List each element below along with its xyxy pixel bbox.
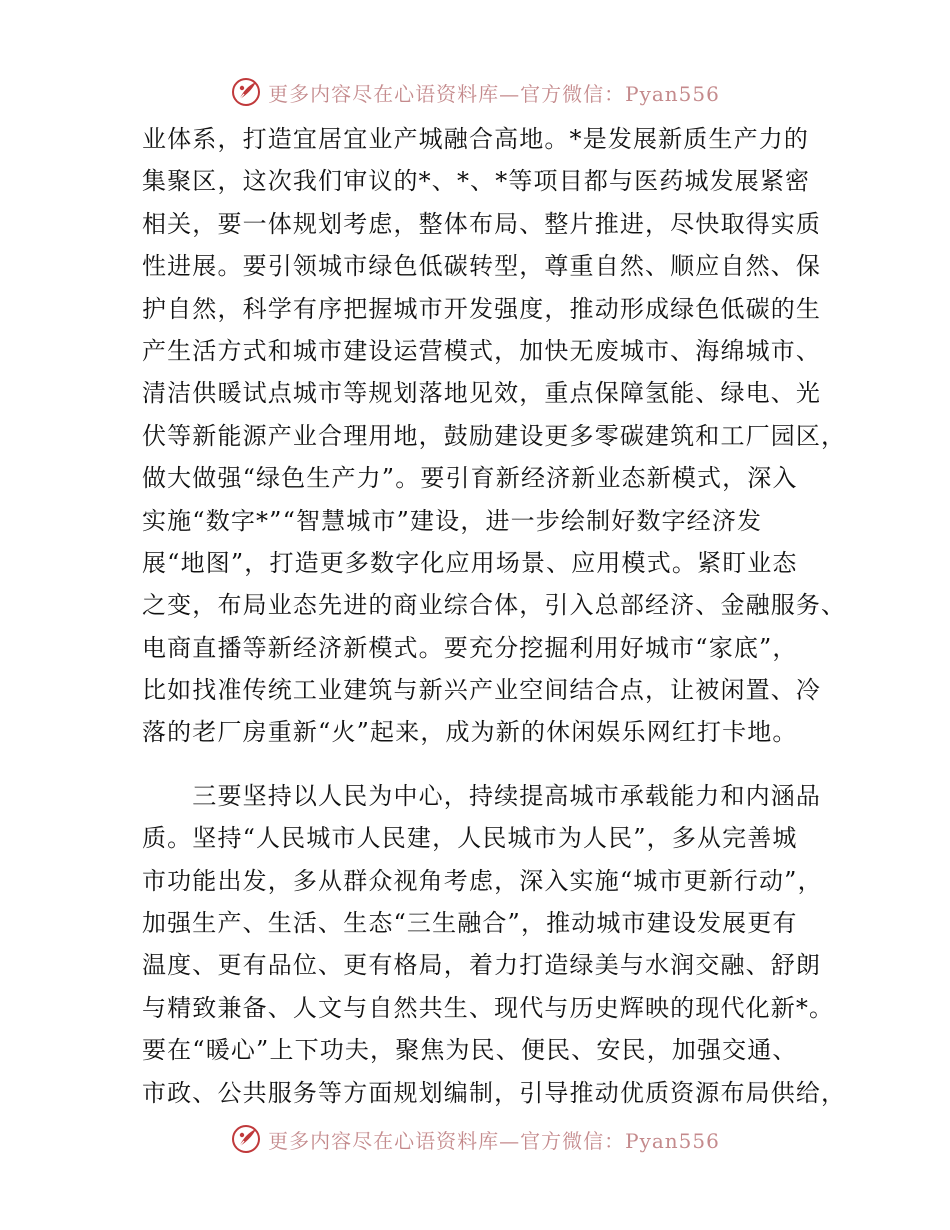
text-line: 相关，要一体规划考虑，整体布局、整片推进，尽快取得实质 (142, 209, 822, 238)
paragraph (142, 118, 847, 754)
text-line: 做大做强“绿色生产力”。要引育新经济新业态新模式，深入 (142, 464, 798, 493)
text-line: 比如找准传统工业建筑与新兴产业空间结合点，让被闲置、冷 (142, 676, 822, 705)
text-line: 业体系，打造宜居宜业产城融合高地。*是发展新质生产力的 (142, 125, 810, 153)
text-line: 落的老厂房重新“火”起来，成为新的休闲娱乐网红打卡地。 (142, 718, 798, 747)
text-line: 之变，布局业态先进的商业综合体，引入总部经济、金融服务、 (142, 591, 847, 620)
header-watermark (0, 72, 950, 112)
watermark-text: 更多内容尽在心语资料库—官方微信：Pyan556 (268, 81, 720, 106)
text-line: 三要坚持以人民为中心，持续提高城市承载能力和内涵品 (142, 781, 822, 810)
text-line: 温度、更有品位、更有格局，着力打造绿美与水润交融、舒朗 (142, 951, 822, 980)
text-line: 护自然，科学有序把握城市开发强度，推动形成绿色低碳的生 (142, 294, 822, 323)
text-line: 展“地图”，打造更多数字化应用场景、应用模式。紧盯业态 (142, 548, 798, 577)
paragraph-spacer (142, 754, 822, 775)
text-line: 集聚区，这次我们审议的*、*、*等项目都与医药城发展紧密 (142, 167, 811, 196)
paragraph (142, 775, 847, 1114)
text-line: 产生活方式和城市建设运营模式，加快无废城市、海绵城市、 (142, 336, 822, 365)
text-line: 要在“暖心”上下功夫，聚焦为民、便民、安民，加强交通、 (142, 1036, 798, 1065)
text-line: 实施“数字*”“智慧城市”建设，进一步绘制好数字经济发 (142, 506, 763, 535)
text-line: 清洁供暖试点城市等规划落地见效，重点保障氢能、绿电、光 (142, 379, 822, 408)
text-line: 质。坚持“人民城市人民建，人民城市为人民”，多从完善城 (142, 824, 798, 853)
text-line: 与精致兼备、人文与自然共生、现代与历史辉映的现代化新*。 (142, 993, 835, 1022)
feather-quill-icon (230, 1123, 262, 1155)
text-line: 加强生产、生活、生态“三生融合”，推动城市建设发展更有 (142, 909, 798, 938)
footer-watermark (0, 1119, 950, 1159)
text-line: 市功能出发，多从群众视角考虑，深入实施“城市更新行动”， (142, 866, 823, 895)
watermark-text: 更多内容尽在心语资料库—官方微信：Pyan556 (268, 1128, 720, 1153)
text-line: 性进展。要引领城市绿色低碳转型，尊重自然、顺应自然、保 (142, 252, 822, 281)
text-line: 电商直播等新经济新模式。要充分挖掘利用好城市“家底”， (142, 633, 798, 662)
text-line: 伏等新能源产业合理用地，鼓励建设更多零碳建筑和工厂园区， (142, 421, 847, 450)
feather-quill-icon (230, 76, 262, 108)
document-body (142, 118, 847, 1114)
text-line: 市政、公共服务等方面规划编制，引导推动优质资源布局供给， (142, 1078, 847, 1107)
